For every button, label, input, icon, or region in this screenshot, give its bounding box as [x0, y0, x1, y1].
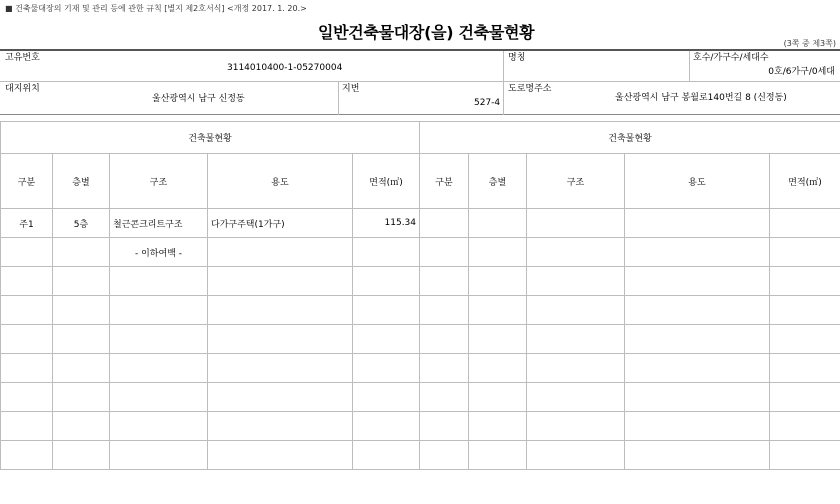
- table-row: [1, 354, 420, 383]
- cell-structure: [527, 296, 625, 325]
- col-header-structure: 구조: [527, 154, 625, 209]
- cell-area: [770, 412, 840, 441]
- cell-area: [353, 296, 420, 325]
- cell-floor: [53, 296, 110, 325]
- road-label: 도로명주소: [508, 84, 552, 94]
- cell-area: [770, 383, 840, 412]
- cell-division: [420, 209, 469, 238]
- col-header-use: 용도: [208, 154, 353, 209]
- cell-floor: [53, 238, 110, 267]
- cell-area: [353, 441, 420, 470]
- cell-floor: [469, 267, 527, 296]
- cell-floor: [469, 296, 527, 325]
- lot-label: 지번: [342, 84, 360, 94]
- cell-use: [208, 296, 353, 325]
- cell-use: 다가구주택(1가구): [208, 209, 353, 238]
- cell-area: [353, 267, 420, 296]
- cell-structure: [527, 267, 625, 296]
- cell-structure: - 이하여백 -: [110, 238, 208, 267]
- cell-division: [420, 238, 469, 267]
- cell-structure: [110, 441, 208, 470]
- table-row: [420, 354, 840, 383]
- cell-floor: [53, 383, 110, 412]
- cell-division: [1, 267, 53, 296]
- cell-structure: [110, 354, 208, 383]
- cell-structure: [110, 325, 208, 354]
- table-row: [1, 325, 420, 354]
- table-row: [1, 412, 420, 441]
- cell-use: [625, 296, 770, 325]
- table-row: [1, 267, 420, 296]
- cell-structure: [527, 209, 625, 238]
- cell-structure: [527, 354, 625, 383]
- cell-use: [208, 238, 353, 267]
- table-row: [420, 325, 840, 354]
- cell-floor: [469, 441, 527, 470]
- table-row: [1, 238, 420, 267]
- table-row: [420, 441, 840, 470]
- cell-area: [353, 354, 420, 383]
- cell-structure: [527, 325, 625, 354]
- cell-use: [625, 441, 770, 470]
- cell-area: [770, 209, 840, 238]
- cell-division: [420, 412, 469, 441]
- page-info: (3쪽 중 제3쪽): [783, 39, 836, 48]
- cell-division: [420, 383, 469, 412]
- road-value: 울산광역시 남구 봉월로140번길 8 (신정동): [615, 93, 787, 103]
- cell-structure: [110, 267, 208, 296]
- cell-area: [770, 354, 840, 383]
- cell-structure: [527, 441, 625, 470]
- cell-area: [770, 296, 840, 325]
- cell-structure: 철근콘크리트구조: [110, 209, 208, 238]
- unique-no-label: 고유번호: [5, 53, 40, 63]
- cell-floor: [469, 383, 527, 412]
- table-row: [420, 412, 840, 441]
- info-block: [0, 51, 840, 115]
- cell-area: [353, 383, 420, 412]
- cell-floor: [53, 325, 110, 354]
- cell-division: [1, 383, 53, 412]
- col-header-floor: 층별: [53, 154, 110, 209]
- cell-use: [625, 383, 770, 412]
- cell-use: [625, 354, 770, 383]
- col-header-area: 면적(㎡): [353, 154, 420, 209]
- name-label: 명칭: [508, 53, 526, 63]
- table-row: [1, 441, 420, 470]
- page-title: 일반건축물대장(을) 건축물현황: [318, 23, 535, 42]
- cell-division: [1, 441, 53, 470]
- table-row: [1, 296, 420, 325]
- cell-division: [1, 325, 53, 354]
- col-header-area: 면적(㎡): [770, 154, 840, 209]
- cell-use: [208, 354, 353, 383]
- section-title-left: 건축물현황: [1, 122, 420, 154]
- cell-structure: [110, 412, 208, 441]
- building-status-table-right: [419, 121, 840, 470]
- cell-use: [208, 441, 353, 470]
- section-title-right: 건축물현황: [420, 122, 840, 154]
- cell-floor: [469, 354, 527, 383]
- table-row: [1, 383, 420, 412]
- cell-area: [770, 441, 840, 470]
- building-status-table-left: [0, 121, 420, 470]
- cell-division: [420, 296, 469, 325]
- unique-no-value: 3114010400-1-05270004: [227, 63, 343, 73]
- cell-area: [353, 325, 420, 354]
- cell-area: [353, 412, 420, 441]
- cell-division: [420, 441, 469, 470]
- cell-area: 115.34: [353, 209, 420, 238]
- cell-floor: [53, 267, 110, 296]
- cell-use: [208, 412, 353, 441]
- table-row: [420, 209, 840, 238]
- cell-use: [625, 238, 770, 267]
- cell-use: [625, 209, 770, 238]
- cell-use: [208, 383, 353, 412]
- cell-division: [1, 296, 53, 325]
- cell-division: [420, 325, 469, 354]
- table-row: [420, 383, 840, 412]
- cell-floor: [469, 325, 527, 354]
- units-label: 호수/가구수/세대수: [693, 53, 769, 63]
- cell-structure: [110, 296, 208, 325]
- cell-area: [353, 238, 420, 267]
- cell-floor: [53, 441, 110, 470]
- cell-floor: [469, 209, 527, 238]
- cell-structure: [527, 412, 625, 441]
- cell-use: [625, 412, 770, 441]
- cell-division: [420, 354, 469, 383]
- cell-structure: [110, 383, 208, 412]
- cell-floor: [53, 354, 110, 383]
- cell-structure: [527, 238, 625, 267]
- table-row: [420, 296, 840, 325]
- col-header-floor: 층별: [469, 154, 527, 209]
- cell-area: [770, 325, 840, 354]
- cell-division: [1, 412, 53, 441]
- table-row: [420, 238, 840, 267]
- table-row: [420, 267, 840, 296]
- lot-value: 527-4: [474, 98, 501, 108]
- cell-structure: [527, 383, 625, 412]
- site-value: 울산광역시 남구 신정동: [152, 94, 245, 104]
- cell-floor: [469, 412, 527, 441]
- col-header-use: 용도: [625, 154, 770, 209]
- cell-division: [420, 267, 469, 296]
- cell-use: [625, 267, 770, 296]
- cell-area: [770, 238, 840, 267]
- cell-division: [1, 354, 53, 383]
- regulation-note: ■ 건축물대장의 기재 및 관리 등에 관한 규칙 [별지 제2호서식] <개정 2017. 1. 20.>: [5, 4, 307, 13]
- cell-use: [208, 325, 353, 354]
- cell-division: [1, 238, 53, 267]
- cell-floor: [53, 412, 110, 441]
- site-label: 대지위치: [5, 84, 40, 94]
- cell-area: [770, 267, 840, 296]
- col-header-structure: 구조: [110, 154, 208, 209]
- cell-floor: [469, 238, 527, 267]
- cell-use: [625, 325, 770, 354]
- col-header-division: 구분: [1, 154, 53, 209]
- cell-division: 주1: [1, 209, 53, 238]
- units-value: 0호/6가구/0세대: [768, 67, 835, 77]
- col-header-division: 구분: [420, 154, 469, 209]
- cell-use: [208, 267, 353, 296]
- table-row: [1, 209, 420, 238]
- cell-floor: 5층: [53, 209, 110, 238]
